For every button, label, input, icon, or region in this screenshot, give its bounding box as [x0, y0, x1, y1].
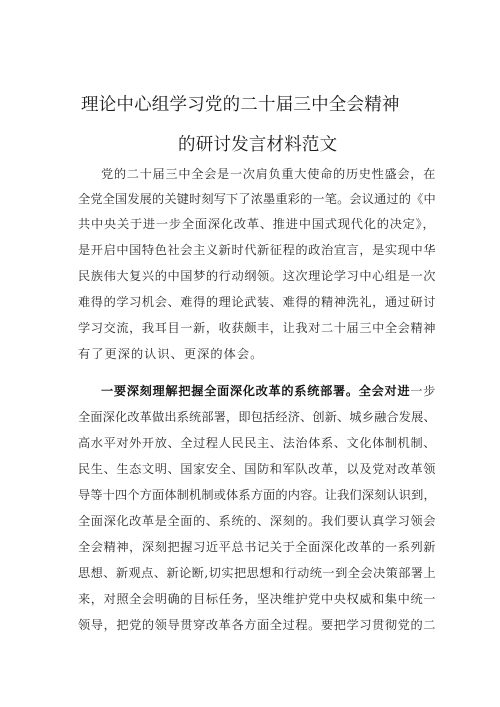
paragraph-1-line: 有了更深的认识、更深的体会。: [78, 347, 264, 361]
paragraph-1-line: 学习交流，我耳目一新，收获颇丰，让我对二十届三中全会精神: [78, 321, 437, 335]
paragraph-2-line: 全面深化改革是全面的、系统的、深刻的。我们要认真学习领会: [78, 514, 437, 528]
paragraph-2-first-line: [101, 383, 436, 399]
paragraph-2-line: 导等十四个方面体制机制或体系方面的内容。让我们深刻认识到，: [78, 488, 436, 502]
paragraph-2-line: 全会精神，深刻把握习近平总书记关于全面深化改革的一系列新: [78, 540, 437, 554]
paragraph-2-line: 高水平对外开放、全过程人民民主、法治体系、文化体制机制、: [78, 436, 437, 450]
paragraph-2-line: 全面深化改革做出系统部署，即包括经济、创新、城乡融合发展、: [78, 410, 436, 424]
document-title-line-2: 的研讨发言材料范文: [178, 135, 338, 155]
paragraph-2-first-line-rest: 一步: [410, 384, 437, 398]
document-title-line-1: 理论中心组学习党的二十届三中全会精神: [81, 95, 400, 115]
paragraph-1-line: 全党全国发展的关键时刻写下了浓墨重彩的一笔。会议通过的《中: [78, 192, 436, 206]
paragraph-1-line: 民族伟大复兴的中国梦的行动纲领。这次理论学习中心组是一次: [78, 269, 437, 283]
paragraph-2-line: 民生、生态文明、国家安全、国防和军队改革，以及党对改革领: [78, 462, 437, 476]
paragraph-2-heading: 一要深刻理解把握全面深化改革的系统部署。全会对进: [101, 384, 411, 398]
paragraph-2-line: 思想、新观点、新论断,切实把思想和行动统一到全会决策部署上: [78, 566, 437, 580]
paragraph-1-line: 难得的学习机会、难得的理论武装、难得的精神洗礼，通过研讨: [78, 295, 437, 309]
paragraph-1-line: 是开启中国特色社会主义新时代新征程的政治宣言，是实现中华: [78, 243, 437, 257]
paragraph-1-line: 党的二十届三中全会是一次肩负重大使命的历史性盛会，在: [101, 167, 437, 181]
paragraph-2-line: 领导，把党的领导贯穿改革各方面全过程。要把学习贯彻党的二: [78, 618, 437, 632]
paragraph-2-line: 来，对照全会明确的目标任务，坚决维护党中央权威和集中统一: [78, 592, 437, 606]
paragraph-1-line: 共中央关于进一步全面深化改革、推进中国式现代化的决定》，: [78, 217, 436, 231]
